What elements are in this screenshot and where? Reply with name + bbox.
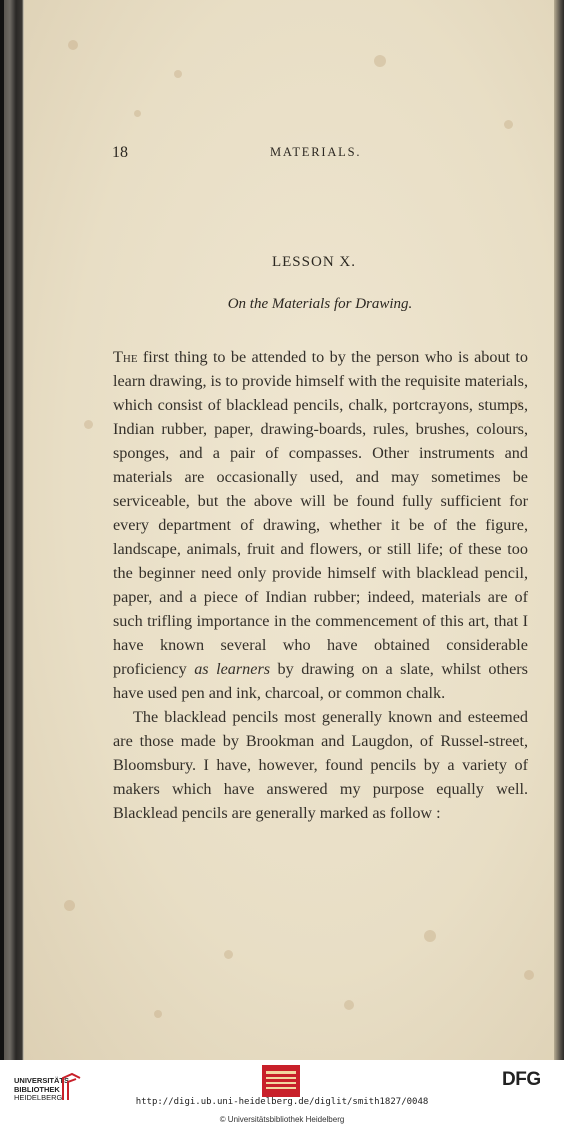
lead-word: The [113,348,138,366]
foxing-spot [424,930,436,942]
page-number: 18 [112,144,128,161]
heidelberg-seal-icon [262,1065,300,1097]
footer-bar [0,1060,564,1130]
foxing-spot [344,1000,354,1010]
running-title: MATERIALS. [270,145,362,159]
body-text [113,345,528,825]
foxing-spot [524,970,534,980]
foxing-spot [504,120,513,129]
copyright-notice: © Universitätsbibliothek Heidelberg [219,1115,345,1124]
foxing-spot [134,110,141,117]
dfg-logo: DFG [502,1069,541,1090]
paragraph-1-text-a: first thing to be attended to by the person who is about to learn drawing, is to provide himself with the requisite materials, which consist of blacklead pencils, chalk, portcrayons, stumps, Indian rubber, paper, drawing-boards, rules, brushes, colours, sponges, and a pair of compasses. Other instruments and materials are occasionally used, and may sometimes be serviceable, but the above will be found fully sufficient for every department of drawing, whether it be of the figure, landscape, animals, fruit and flowers, or still life; of these too the beginner need only provide himself with blacklead pencil, paper, and a piece of Indian rubber; indeed, materials are of such trifling importance in the commencement of this art, that I have known several who have obtained considerable proficiency [113,348,528,678]
foxing-spot [374,55,386,67]
library-name-line-3: HEIDELBERG [14,1093,63,1102]
foxing-spot [224,950,233,959]
foxing-spot [64,900,75,911]
foxing-spot [174,70,182,78]
paragraph-1 [113,345,528,705]
library-name-line-2: BIBLIOTHEK [14,1084,60,1094]
library-name-line-1: UNIVERSITÄTS- [14,1076,72,1085]
running-head [0,144,564,164]
paragraph-2: The blacklead pencils most generally known and esteemed are those made by Brookman and Laugdon, of Russel-street, Bloomsbury. I have, however, found pencils by a variety of makers which have answered my purpose equally well. Blacklead pencils are generally marked as follow : [113,708,528,822]
paragraph-1-text-b: by drawing on a slate, whilst others have used pen and ink, charcoal, or common chalk. [113,660,528,702]
lesson-title: LESSON X. [271,254,356,270]
lesson-subtitle: On the Materials for Drawing. [227,296,413,312]
foxing-spot [84,420,93,429]
paragraph-1-italic: as learners [194,660,271,678]
page-url-link[interactable]: http://digi.ub.uni-heidelberg.de/diglit/smith1827/0048 [135,1097,429,1107]
foxing-spot [154,1010,162,1018]
foxing-spot [68,40,78,50]
